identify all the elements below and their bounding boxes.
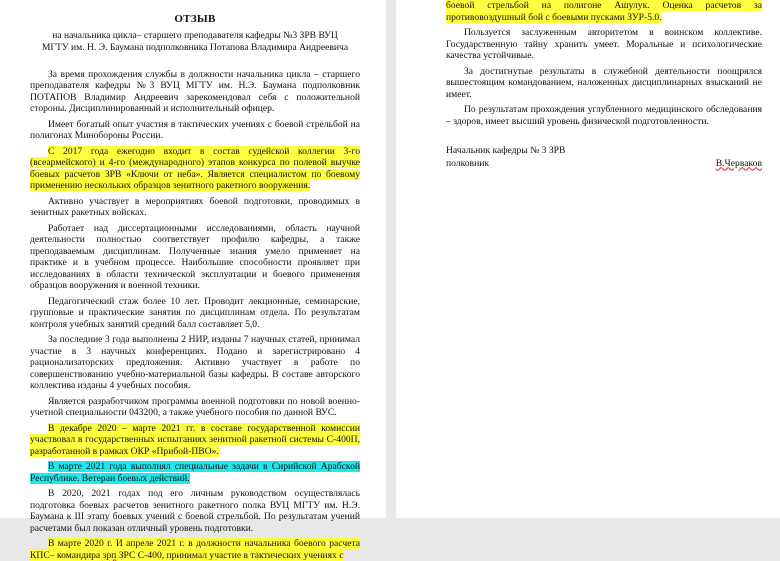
document-page-1 bbox=[0, 0, 386, 561]
paragraph-ashuluk bbox=[446, 0, 762, 23]
paragraph-state-tests bbox=[30, 423, 360, 458]
paragraph-regiment-training: В 2020, 2021 годах под его личным руководством осуществлялась подготовка боевых расчетов зенитного ракетного полка ВУЦ МГТУ им. Н.Э. Баумана к III этапу боевых учений с боевой стрельбой. По результатам учений расчетами был показан отличный уровень подготовки. bbox=[30, 488, 360, 534]
highlight-syria: В марте 2021 года выполнял специальные задачи в Сирийской Арабской Республике. Ветеран боевых действий. bbox=[30, 461, 360, 484]
highlight-competition: С 2017 года ежегодно входит в состав судейской коллегии 3-го (всеармейского) и 4-го (международного) этапов конкурса по полевой выучке боевых расчетов ЗРВ «Ключи от неба». Является специалистом по боевому применению нескольких образцов зенитного ракетного вооружения. bbox=[30, 145, 360, 191]
signature-block bbox=[446, 145, 762, 170]
paragraph-service: За время прохождения службы в должности начальника цикла – старшего преподавателя кафедры №3 ВУЦ МГТУ им. Н.Э. Баумана подполковник ПОТАПОВ Владимир Андреевич зарекомендовал себя с положительной стороны. Дисциплинированный и исполнительный офицер. bbox=[30, 68, 360, 114]
document-page-2 bbox=[396, 0, 780, 518]
subtitle-line-1: на начальника цикла– старшего преподавателя кафедры №3 ЗРВ ВУЦ bbox=[52, 29, 338, 41]
paragraph-research: Работает над диссертационными исследованиями, область научной деятельности полностью соответствует профилю кафедры, а также преподаваемым дисциплинам. Полученные знания умело применяет на практике и в учебном процессе. Наибольшие способности проявляет при исследованиях в области технической эксплуатации и боевого применения образцов вооружения и военной техники. bbox=[30, 222, 360, 291]
paragraph-exercises bbox=[30, 538, 360, 561]
document-subtitle bbox=[30, 30, 360, 55]
paragraph-combat-training: Активно участвует в мероприятиях боевой подготовки, проводимых в зенитных ракетных войсках. bbox=[30, 195, 360, 218]
signature-rank: полковник bbox=[446, 157, 490, 169]
subtitle-line-2: МГТУ им. Н. Э. Баумана подполковника Потапова Владимира Андреевича bbox=[41, 42, 349, 53]
paragraph-program: Является разработчиком программы военной подготовки по новой военно-учетной специальности 043200, а также учебного пособия по данной ВУС. bbox=[30, 395, 360, 418]
document-title: ОТЗЫВ bbox=[174, 13, 216, 25]
paragraph-experience: Имеет богатый опыт участия в тактических учениях с боевой стрельбой на полигонах Минобороны России. bbox=[30, 118, 360, 141]
paragraph-authority: Пользуется заслуженным авторитетом в воинском коллективе. Государственную тайну хранить умеет. Моральные и психологические качества устойчивые. bbox=[446, 27, 762, 61]
highlight-exercises: В марте 2020 г. И апреле 2021 г. в должности начальника боевого расчета КПС– командира зрп ЗРС С-400, принимал участие в тактических учениях с bbox=[30, 538, 360, 561]
signature-position: Начальник кафедры № 3 ЗРВ bbox=[446, 145, 566, 156]
paragraph-medical: По результатам прохождения углубленного медицинского обследования – здоров, имеет высший уровень физической подготовленности. bbox=[446, 104, 762, 127]
paragraph-competition bbox=[30, 146, 360, 192]
paragraph-awards: За достигнутые результаты в служебной деятельности поощрялся вышестоящим командованием, наложенных дисциплинарных взысканий не имеет. bbox=[446, 65, 762, 100]
paragraph-teaching: Педагогический стаж более 10 лет. Проводит лекционные, семинарские, групповые и практические занятия по дисциплинам отдела. По результатам контроля учебных занятий средний балл составляет 5,0. bbox=[30, 295, 360, 330]
highlight-state-tests: В декабре 2020 – марте 2021 гг. в составе государственной комиссии участвовал в государственных испытаниях зенитной ракетной системы С-400П, разработанной в рамках ОКР «Прибой-ПВО». bbox=[30, 422, 360, 457]
signature-name: В.Черваков bbox=[715, 157, 762, 169]
paragraph-syria bbox=[30, 461, 360, 484]
paragraph-publications: За последние 3 года выполнены 2 НИР, изданы 7 научных статей, принимал участие в 3 научных конференциях. Подано и зарегистрировано 4 рационализаторских предложения. Активно участвует в работе по совершенствованию учебно-материальной базы кафедры. В составе авторского коллектива изданы 4 учебных пособия. bbox=[30, 334, 360, 391]
highlight-ashuluk: боевой стрельбой на полигоне Ашулук. Оценка расчетов за противовоздушный бой с боевыми пусками ЗУР-5.0. bbox=[446, 0, 762, 23]
spellcheck-word: зрп bbox=[102, 549, 117, 561]
